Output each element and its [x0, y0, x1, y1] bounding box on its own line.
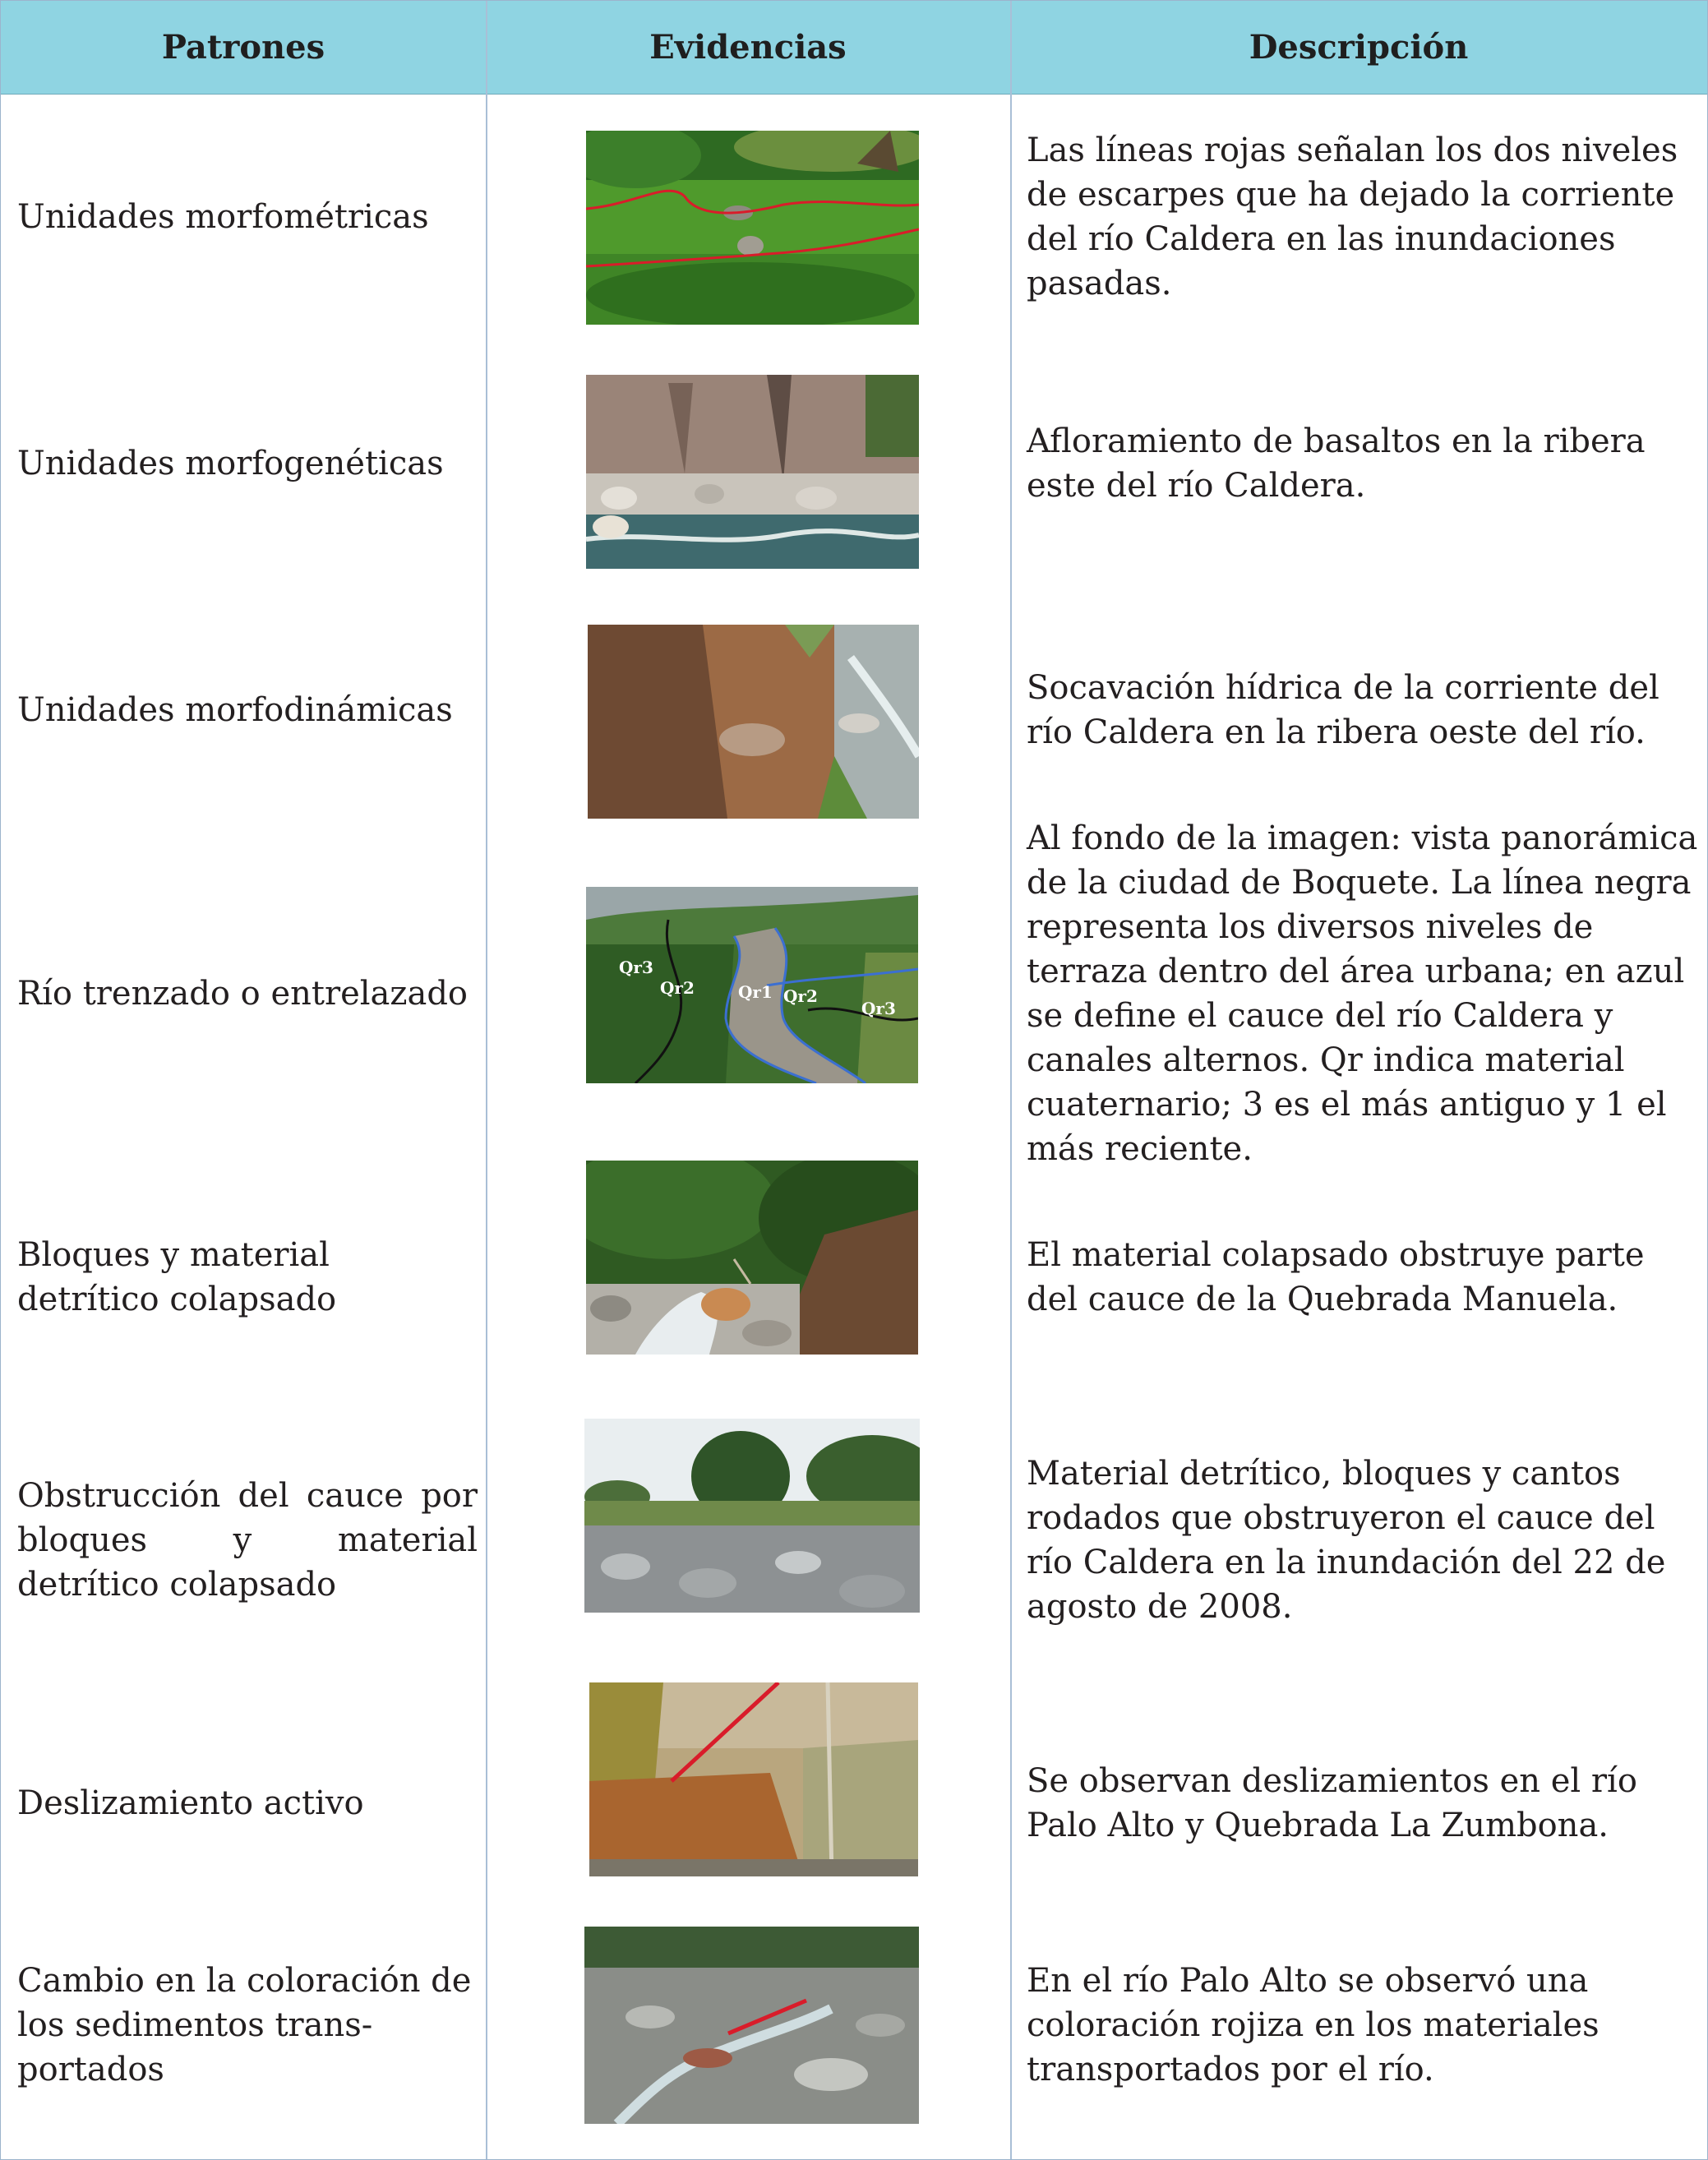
table-row — [1, 94, 1707, 340]
reddish-sediment-photo — [584, 1927, 919, 2124]
descripcion-cell — [1027, 1680, 1701, 1927]
descripcion-cell — [1027, 819, 1701, 1168]
patron-cell — [17, 94, 478, 340]
collapsed-blocks-photo — [586, 1161, 918, 1355]
descripcion-cell — [1027, 340, 1701, 587]
table-row — [1, 340, 1707, 587]
descripcion-text: Socavación hídrica de la corriente del río Caldera en la ribera oeste del río. — [1027, 669, 1660, 751]
qr-label: Qr2 — [783, 986, 818, 1006]
basalt-outcrop-photo — [586, 375, 919, 569]
descripcion-cell — [1027, 1154, 1701, 1401]
patron-cell — [17, 1401, 478, 1680]
patron-text: Unidades morfométricas — [17, 198, 429, 236]
qr-label: Qr3 — [619, 958, 653, 977]
boulder-riverbed-photo — [584, 1419, 920, 1613]
patron-text: Río trenzado o entrelazado — [17, 975, 469, 1013]
patron-text: Unidades morfodinámicas — [17, 691, 453, 729]
descripcion-cell — [1027, 1401, 1701, 1680]
table-row — [1, 1154, 1707, 1401]
descripcion-text: Se observan deslizamientos en el río Palo Alto y Quebrada La Zumbona. — [1027, 1762, 1637, 1844]
patron-text: Bloques y material detrítico colapsado — [17, 1236, 337, 1318]
table-row — [1, 1927, 1707, 2159]
qr-label: Qr3 — [861, 999, 896, 1018]
descripcion-text: Material detrítico, bloques y cantos rodados que obstruyeron el cauce del río Caldera en la inundación del 22 de agosto de 2008. — [1027, 1455, 1666, 1626]
table-row — [1, 1401, 1707, 1680]
patron-cell — [17, 833, 478, 1154]
patron-cell — [17, 587, 478, 833]
patron-cell — [17, 1927, 478, 2124]
grass-slope-photo — [586, 131, 919, 325]
table-row — [1, 819, 1707, 1168]
descripcion-text: Las líneas rojas señalan los dos niveles de escarpes que ha dejado la corriente del río Caldera en las inundaciones pasadas. — [1027, 132, 1678, 302]
header-descripcion: Descripción — [1249, 28, 1469, 67]
patron-text: Deslizamiento activo — [17, 1784, 364, 1822]
header-patrones: Patrones — [161, 28, 325, 67]
descripcion-cell — [1027, 587, 1701, 833]
descripcion-text: El material colapsado obstruye parte del cauce de la Quebrada Manuela. — [1027, 1236, 1645, 1318]
descripcion-text: Al fondo de la imagen: vista panorámica de la ciudad de Boquete. La línea negra representa los diversos niveles de terraza dentro del área urbana; en azul se define el cauce del río Caldera y canales alternos. Qr indica material cuaternario; 3 es el más antiguo y 1 el más reciente. — [1027, 819, 1698, 1168]
qr-label: Qr1 — [738, 982, 773, 1002]
patron-text: Unidades morfogenéticas — [17, 445, 444, 482]
patron-text: Cambio en la coloración de los sedimentos trans-portados — [17, 1962, 472, 2088]
table-row — [1, 1680, 1707, 1927]
landslide-photo — [589, 1682, 918, 1876]
braided-river-photo — [586, 887, 918, 1083]
patron-cell — [17, 1680, 478, 1927]
table-row — [1, 587, 1707, 833]
patron-cell — [17, 340, 478, 587]
descripcion-cell — [1027, 94, 1701, 340]
descripcion-cell — [1027, 1927, 1701, 2124]
patron-text: Obstrucción del cauce por bloques y material detrítico colapsado — [17, 1477, 478, 1604]
eroded-bank-photo — [588, 625, 919, 819]
patron-cell — [17, 1154, 478, 1401]
qr-label: Qr2 — [660, 978, 695, 998]
descripcion-text: Afloramiento de basaltos en la ribera este del río Caldera. — [1027, 422, 1646, 505]
table-header — [1, 1, 1707, 95]
descripcion-text: En el río Palo Alto se observó una coloración rojiza en los materiales transportados por el río. — [1027, 1962, 1600, 2088]
header-evidencias: Evidencias — [649, 28, 847, 67]
